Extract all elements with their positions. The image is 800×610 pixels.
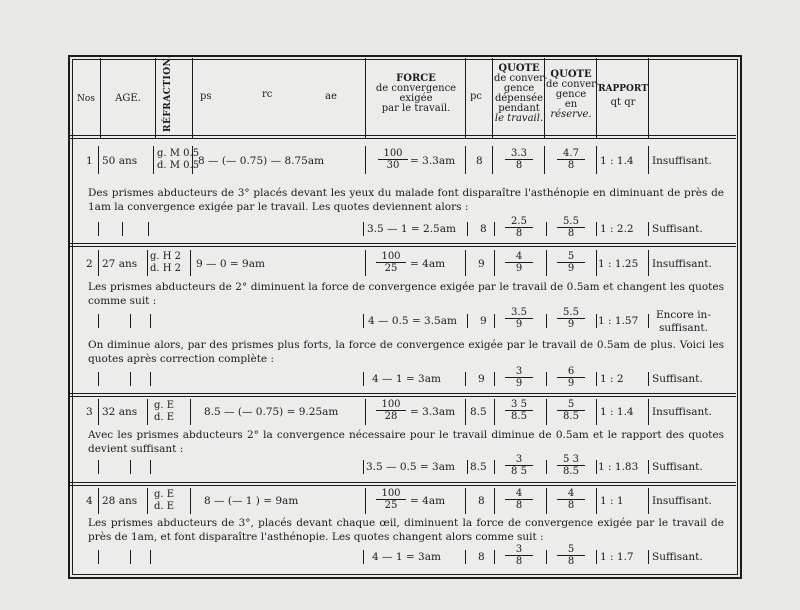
tick [122, 222, 123, 236]
row-rule [70, 485, 736, 486]
qd-fraction [505, 488, 533, 511]
row-p: 8 [480, 223, 487, 235]
header-ps: ps [200, 91, 212, 102]
row-rule [70, 393, 736, 394]
row-sep [192, 146, 193, 174]
frac-num: 3 [505, 366, 533, 378]
refr-line: g. M 0.5 [157, 148, 200, 159]
qd-fraction [505, 366, 533, 389]
header-quote-depensee [494, 63, 548, 124]
row-result: Insuffisant. [652, 155, 712, 167]
frac-den: 8 [515, 228, 523, 239]
frac-num: 5.5 [557, 216, 585, 228]
frac-num: 2.5 [505, 216, 533, 228]
row-sep [365, 146, 366, 174]
frac-den: 9 [515, 319, 523, 330]
header-age: AGE. [115, 93, 141, 104]
tick [546, 372, 547, 386]
header-r: rc [262, 89, 273, 100]
force-fraction [376, 399, 406, 422]
row-sep [365, 488, 366, 514]
refr-line: g. E [154, 400, 175, 411]
frac-num: 4.7 [557, 148, 585, 160]
header-bottom-rule-2 [70, 138, 736, 139]
header-quote-reserve [546, 69, 600, 120]
tick [494, 460, 495, 474]
frac-den: 9 [567, 319, 575, 330]
row-p: 8.5 [470, 406, 487, 418]
qr-fraction [557, 216, 585, 239]
header-qd-line: gence [503, 83, 535, 94]
row-sep [494, 250, 495, 276]
qr-fraction [557, 366, 585, 389]
tick [465, 372, 466, 386]
row-rule [70, 246, 736, 247]
row-sep [465, 399, 466, 425]
row-sep [465, 488, 466, 514]
header-force-line: exigée [399, 93, 433, 104]
row-sep [596, 399, 597, 425]
row-sep [147, 488, 148, 514]
row-calc: 8 — (— 1 ) = 9am [204, 495, 299, 507]
row-sep [494, 488, 495, 514]
frac-num: 100 [376, 251, 406, 263]
tick [363, 314, 364, 328]
qr-fraction [557, 251, 585, 274]
tick [596, 372, 597, 386]
row-sep [147, 399, 148, 425]
tick [465, 550, 466, 564]
row-number: 1 [86, 155, 93, 167]
row-sep [98, 399, 99, 425]
tick [98, 372, 99, 386]
tick [494, 550, 495, 564]
tick [363, 372, 364, 386]
force-text: 4 — 1 = 3am [372, 373, 441, 385]
row-age: 50 ans [102, 155, 138, 167]
frac-den: 8 [567, 500, 575, 511]
tick [130, 372, 131, 386]
tick [494, 314, 495, 328]
tick [98, 460, 99, 474]
col-sep [192, 58, 193, 138]
row-rapport: 1 : 2.2 [600, 223, 634, 235]
header-a: ae [325, 91, 337, 102]
col-sep [492, 58, 493, 138]
header-qr-line: réserve. [550, 109, 592, 120]
col-sep [596, 58, 597, 138]
frac-den: 8.5 [563, 466, 579, 477]
tick [494, 222, 495, 236]
tick [648, 372, 649, 386]
header-qd-line: le travail. [494, 113, 544, 124]
paragraph: On diminue alors, par des prismes plus forts, la force de convergence exigée par le travail de 0.5am de plus. Voici les quotes après correction complète : [88, 339, 724, 365]
row-sep [98, 250, 99, 276]
tick [596, 460, 597, 474]
row-rule [70, 396, 736, 397]
row-p: 8 [476, 155, 483, 167]
row-sep [465, 250, 466, 276]
qd-fraction [505, 454, 533, 477]
row-result: Suffisant. [652, 551, 703, 563]
frac-num: 4 [557, 488, 585, 500]
row-refraction [150, 251, 181, 275]
tick [467, 314, 468, 328]
frac-num: 3.3 [505, 148, 533, 160]
frac-den: 8.5 [511, 411, 527, 422]
frac-den: 8.5 [563, 411, 579, 422]
force-text: 4 — 1 = 3am [372, 551, 441, 563]
row-p: 8 [478, 551, 485, 563]
row-sep [546, 399, 547, 425]
result-line: suffisant. [658, 322, 708, 334]
row-sep [147, 250, 148, 276]
header-qd-line: de conver- [494, 73, 548, 84]
row-sep [546, 250, 547, 276]
row-sep [190, 399, 191, 425]
row-sep [494, 399, 495, 425]
header-p: pc [470, 91, 483, 102]
header-rapport-line: RAPPORT [598, 84, 648, 94]
tick [130, 550, 131, 564]
tick [596, 314, 597, 328]
row-number: 4 [86, 495, 93, 507]
row-rapport: 1 : 1.4 [600, 155, 634, 167]
qr-fraction [557, 399, 585, 422]
tick [648, 222, 649, 236]
row-sep [190, 250, 191, 276]
row-sep [365, 250, 366, 276]
qd-fraction [505, 251, 533, 274]
row-sep [596, 250, 597, 276]
tick [467, 222, 468, 236]
frac-den: 8 [515, 160, 523, 171]
row-calc: 9 — 0 = 9am [196, 258, 265, 270]
tick [150, 372, 151, 386]
row-calc: 8.5 — (— 0.75) = 9.25am [204, 406, 339, 418]
frac-den: 9 [567, 378, 575, 389]
result-line: Encore in- [656, 309, 711, 321]
qd-fraction [505, 216, 533, 239]
frac-num: 4 [505, 251, 533, 263]
frac-num: 3.5 [505, 307, 533, 319]
row-p: 8.5 [470, 461, 487, 473]
frac-num: 5 3 [557, 454, 585, 466]
header-qr-line: gence [555, 89, 587, 100]
qr-fraction [557, 454, 585, 477]
frac-num: 5 [557, 251, 585, 263]
paragraph: Des prismes abducteurs de 3° placés devant les yeux du malade font disparaître l'asthénopie en diminuant de près de 1am la convergence exigée par le travail. Les quotes deviennent alors : [88, 187, 724, 213]
tick [363, 550, 364, 564]
frac-den: 25 [384, 263, 398, 274]
frac-num: 4 [505, 488, 533, 500]
row-result: Insuffisant. [652, 495, 712, 507]
header-qd-line: dépensée [494, 93, 544, 104]
row-result: Insuffisant. [652, 258, 712, 270]
tick [648, 314, 649, 328]
col-sep [100, 58, 101, 138]
refr-line: d. H 2 [150, 263, 182, 274]
qr-fraction [557, 544, 585, 567]
tick [150, 460, 151, 474]
tick [98, 222, 99, 236]
qr-fraction [557, 148, 585, 171]
row-sep [648, 250, 649, 276]
row-rapport: 1 : 1.4 [600, 406, 634, 418]
header-nos: Nos [77, 94, 95, 104]
frac-num: 6 [557, 366, 585, 378]
force-text: 4 — 0.5 = 3.5am [368, 315, 457, 327]
header-refraction: RÉFRACTION. [163, 54, 173, 132]
row-sep [648, 488, 649, 514]
tick [467, 460, 468, 474]
tick [546, 314, 547, 328]
row-result: Suffisant. [652, 223, 703, 235]
frac-num: 5 [557, 544, 585, 556]
tick [596, 550, 597, 564]
row-age: 27 ans [102, 258, 138, 270]
tick [98, 314, 99, 328]
tick [494, 372, 495, 386]
frac-den: 28 [384, 411, 398, 422]
row-age: 28 ans [102, 495, 138, 507]
row-result: Insuffisant. [652, 406, 712, 418]
force-value: = 3.3am [410, 406, 456, 418]
row-calc: 8 — (— 0.75) — 8.75am [198, 155, 325, 167]
row-sep [190, 488, 191, 514]
row-p: 9 [478, 373, 485, 385]
frac-num: 100 [378, 148, 408, 160]
tick [546, 222, 547, 236]
header-bottom-rule [70, 135, 736, 136]
row-sep [153, 146, 154, 174]
header-force [370, 74, 462, 114]
row-sep [596, 146, 597, 174]
frac-num: 100 [376, 399, 406, 411]
header-rapport-line: qt qr [610, 97, 636, 108]
row-p: 8 [478, 495, 485, 507]
header-force-line: de convergence [375, 83, 457, 94]
row-p: 9 [478, 258, 485, 270]
force-value: = 4am [410, 258, 446, 270]
row-rapport: 1 : 1.7 [600, 551, 634, 563]
tick [363, 222, 364, 236]
row-rule [70, 243, 736, 244]
frac-num: 100 [376, 488, 406, 500]
tick [546, 550, 547, 564]
force-fraction [378, 148, 408, 171]
frac-den: 8 [567, 556, 575, 567]
row-result [656, 309, 711, 335]
frac-den: 8 [515, 556, 523, 567]
tick [648, 550, 649, 564]
paragraph: Avec les prismes abducteurs 2° la convergence nécessaire pour le travail diminue de 0.5am et le rapport des quotes devient suffisant : [88, 429, 724, 455]
tick [130, 460, 131, 474]
qr-fraction [557, 307, 585, 330]
row-refraction [154, 400, 174, 424]
row-sep [492, 146, 493, 174]
header-qr-line: QUOTE [550, 69, 592, 80]
frac-num: 3 [505, 544, 533, 556]
force-value: = 3.3am [410, 155, 456, 167]
refr-line: g. E [154, 489, 175, 500]
frac-num: 3 [505, 454, 533, 466]
frac-den: 8 [567, 228, 575, 239]
row-rapport: 1 : 2 [600, 373, 624, 385]
row-sep [648, 146, 649, 174]
row-refraction [154, 489, 174, 513]
frac-den: 9 [515, 378, 523, 389]
tick [546, 460, 547, 474]
row-sep [596, 488, 597, 514]
row-rapport: 1 : 1 [600, 495, 624, 507]
refr-line: g. H 2 [150, 251, 182, 262]
frac-num: 5.5 [557, 307, 585, 319]
col-sep [155, 58, 156, 138]
col-sep [365, 58, 366, 138]
header-qr-line: de conver- [546, 79, 600, 90]
row-number: 3 [86, 406, 93, 418]
row-sep [365, 399, 366, 425]
force-fraction [376, 488, 406, 511]
tick [596, 222, 597, 236]
row-sep [648, 399, 649, 425]
header-force-line: FORCE [396, 73, 436, 84]
row-result: Suffisant. [652, 373, 703, 385]
row-age: 32 ans [102, 406, 138, 418]
refr-line: d. E [154, 412, 175, 423]
row-sep [546, 488, 547, 514]
row-number: 2 [86, 258, 93, 270]
tick [150, 314, 151, 328]
header-qd-line: pendant [498, 103, 540, 114]
header-rapport [598, 84, 648, 108]
qd-fraction [505, 148, 533, 171]
force-fraction [376, 251, 406, 274]
tick [130, 314, 131, 328]
tick [98, 550, 99, 564]
row-rapport: 1 : 1.83 [598, 461, 639, 473]
frac-den: 9 [515, 263, 523, 274]
row-rapport: 1 : 1.25 [598, 258, 639, 270]
frac-num: 3 5 [505, 399, 533, 411]
frac-den: 8 5 [511, 466, 527, 477]
header-force-line: par le travail. [381, 103, 451, 114]
frac-den: 8 [567, 160, 575, 171]
frac-num: 5 [557, 399, 585, 411]
row-rule [70, 482, 736, 483]
col-sep [648, 58, 649, 138]
tick [148, 222, 149, 236]
row-sep [544, 146, 545, 174]
tick [363, 460, 364, 474]
force-text: 3.5 — 0.5 = 3am [366, 461, 455, 473]
col-sep [465, 58, 466, 138]
refr-line: d. E [154, 501, 175, 512]
col-sep [544, 58, 545, 138]
qd-fraction [505, 399, 533, 422]
frac-den: 9 [567, 263, 575, 274]
row-sep [465, 146, 466, 174]
row-sep [98, 146, 99, 174]
paragraph: Les prismes abducteurs de 3°, placés devant chaque œil, diminuent la force de convergence exigée par le travail de près de 1am, et font disparaître l'asthénopie. Les quotes changent alors comme suit : [88, 517, 724, 543]
force-value: = 4am [410, 495, 446, 507]
row-sep [98, 488, 99, 514]
qd-fraction [505, 307, 533, 330]
frac-den: 8 [515, 500, 523, 511]
refr-line: d. M 0.5 [157, 160, 200, 171]
row-p: 9 [480, 315, 487, 327]
row-rapport: 1 : 1.57 [598, 315, 639, 327]
tick [648, 460, 649, 474]
header-qr-line: en [564, 99, 578, 110]
paragraph: Les prismes abducteurs de 2° diminuent la force de convergence exigée par le travail de 0.5am et changent les quotes comme suit : [88, 281, 724, 307]
qd-fraction [505, 544, 533, 567]
frac-den: 25 [384, 500, 398, 511]
row-result: Suffisant. [652, 461, 703, 473]
qr-fraction [557, 488, 585, 511]
frac-den: 30 [386, 160, 400, 171]
header-qd-line: QUOTE [498, 63, 540, 74]
tick [150, 550, 151, 564]
force-text: 3.5 — 1 = 2.5am [367, 223, 456, 235]
